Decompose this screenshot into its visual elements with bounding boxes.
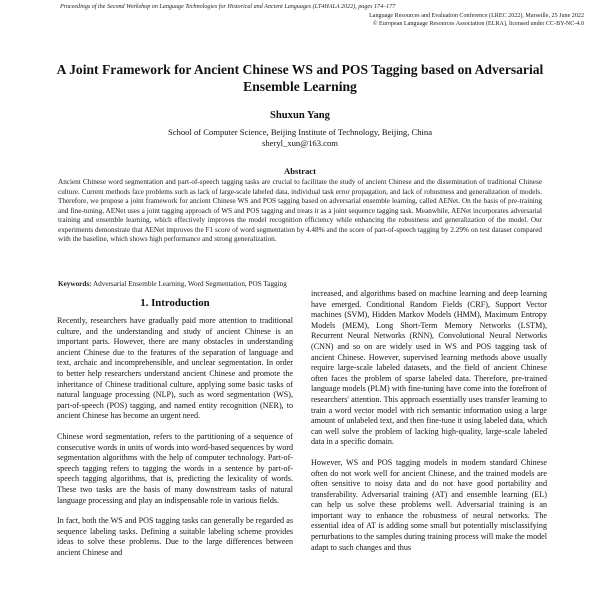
keywords (58, 280, 542, 289)
author-affiliation-block (40, 127, 560, 148)
paper-title: A Joint Framework for Ancient Chinese WS and POS Tagging based on Adversarial Ensemble Learning (56, 62, 544, 94)
left-column (57, 297, 293, 568)
header-line-license: © European Language Resources Association (ELRA), licensed under CC-BY-NC-4.0 (372, 21, 584, 28)
body-paragraph: In fact, both the WS and POS tagging tasks can generally be regarded as sequence labeling tasks. Defining a suitable labeling scheme provides ideas to solve these problems. Due to the large differences between ancient Chinese and (57, 516, 293, 557)
body-paragraph: increased, and algorithms based on machine learning and deep learning have emerged. Conditional Random Fields (CRF), Support Vector machines (SVM), Hidden Markov Models (HMM), Maximum Entropy Models (MEM), Long Short-Term Memory Networks (LSTM), Recurrent Neural Networks (RNN), Convolutional Neural Networks (CNN) and so on are widely used in WS and POS tagging task of ancient Chinese. However, supervised learning methods above usually require large-scale labeled datasets, and the field of ancient Chinese often faces the problem of sparse labeled data. Therefore, pre-trained language models (PLM) with fine-tuning have come into the forefront of researchers' attention. This approach essentially uses transfer learning to train a word vector model with rich semantic information using a large amount of unlabeled text, and then fine-tune it using labeled data, which can well solve the problem of lacking high-quality, large-scale labeled data in a specific domain. (311, 289, 548, 447)
body-paragraph: Chinese word segmentation, refers to the partitioning of a sequence of consecutive words in units of words into word-based sequences by word segmentation algorithms with the help of computer technology. Part-of-speech tagging refers to tagging the words in a sentence by part-of-speech tagging algorithms, that is, predicting the lexicality of words. These two tasks are the basis of many downstream tasks of natural language processing and play an indispensable role in various fields. (57, 431, 293, 505)
paper-author: Shuxun Yang (270, 110, 330, 121)
header-line-proceedings: Proceedings of the Second Workshop on Language Technologies for Historical and Ancient Languages (LT4HALA 2022), pages 174–177 (60, 4, 396, 10)
section-title-introduction: 1. Introduction (140, 297, 210, 309)
keywords-label: Keywords: (58, 280, 92, 288)
author-email: sheryl_xun@163.com (262, 137, 338, 148)
body-paragraph: However, WS and POS tagging models in modern standard Chinese often do not work well for ancient Chinese, and the trained models are often sensitive to noisy data and do not have good portability and transferability. Adversarial training (AT) and ensemble learning (EL) can help us solve these problems well. Adversarial training is an important way to enhance the robustness of neural networks. The essential idea of AT is adding some small but potentially misclassifying perturbations to the samples during training process will make the model adapt to such changes and thus (311, 457, 548, 552)
keywords-list: Adversarial Ensemble Learning, Word Segmentation, POS Tagging (92, 280, 287, 288)
author-affiliation: School of Computer Science, Beijing Institute of Technology, Beijing, China (167, 127, 433, 137)
abstract-text: Ancient Chinese word segmentation and part-of-speech tagging tasks are crucial to facilitate the study of ancient Chinese and the dissemination of traditional Chinese culture. Current methods face problems such as lack of large-scale labeled data, individual task error propagation, and lack of robustness and generalization of models. Therefore, we propose a joint framework for ancient Chinese WS and POS tagging based on adversarial ensemble learning, called AENet. On the basis of pre-training and fine-tuning, AENet uses a joint tagging approach of WS and POS tagging and treats it as a joint sequence tagging task. Meanwhile, AENet incorporates adversarial training and ensemble learning, which effectively improves the model recognition efficiency while enhancing the robustness and generalization of the model. Our experiments demonstrate that AENet improves the F1 score of word segmentation by 4.48% and the score of part-of-speech tagging by 2.29% on test dataset compared with the baseline, which shows high performance and strong generalization. (58, 178, 542, 243)
header-line-conference: Language Resources and Evaluation Conference (LREC 2022), Marseille, 25 June 2022 (369, 12, 584, 19)
proceedings-header (60, 3, 584, 29)
abstract-heading: Abstract (284, 166, 316, 176)
right-column (311, 289, 547, 563)
body-paragraph: Recently, researchers have gradually paid more attention to traditional culture, and the understanding and study of ancient Chinese is an important parts. However, there are many obstacles in understanding ancient Chinese due to the features of the separation of language and text, archaic and incomprehensible, and unclear segmentation. In order to better help researchers understand ancient Chinese and promote the inheritance of Chinese traditional culture, applying some basic tasks of natural language processing (NLP), such as word segmentation (WS), part-of-speech (POS) tagging, and named entity recognition (NER), to ancient Chinese has become an urgent need. (57, 316, 293, 421)
